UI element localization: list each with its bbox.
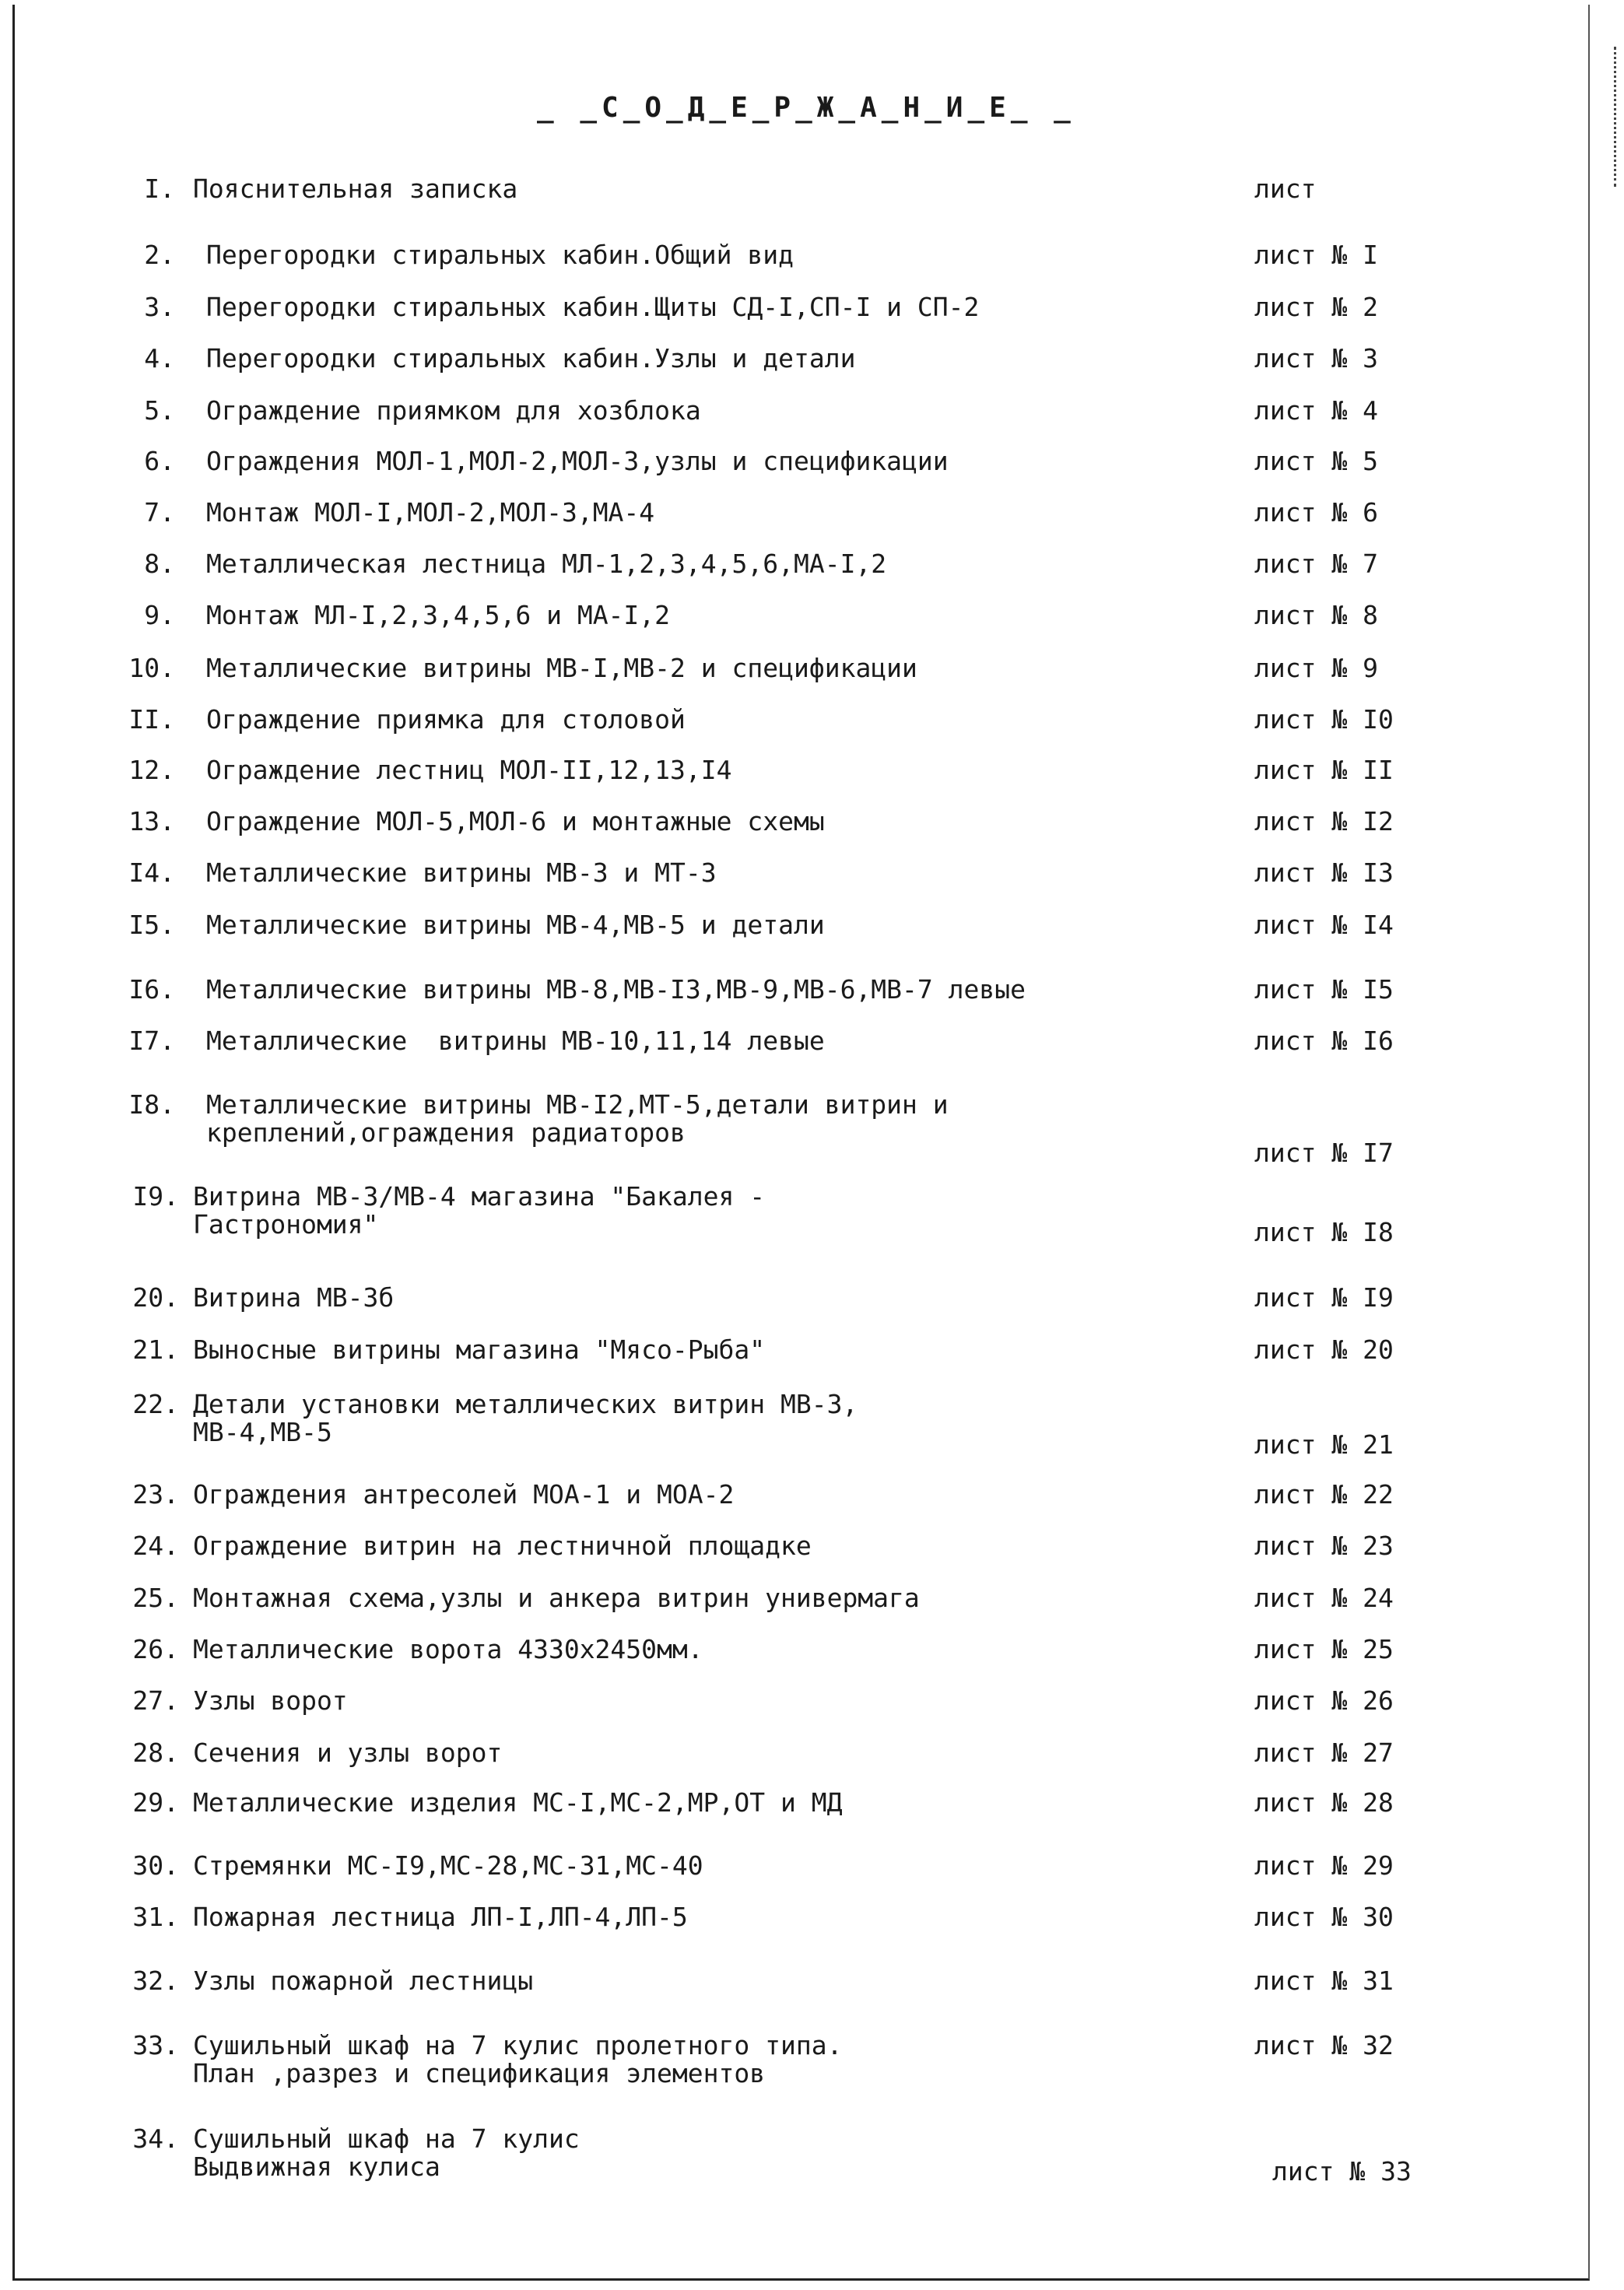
toc-item-number: 7. bbox=[144, 497, 175, 528]
toc-item-title: Перегородки стиральных кабин.Общий вид bbox=[206, 240, 794, 270]
toc-item-title: Ограждения МОЛ-1,МОЛ-2,МОЛ-3,узлы и спецификации bbox=[206, 446, 949, 476]
toc-item-title: Металлические витрины МВ-I,МВ-2 и спецификации bbox=[206, 653, 917, 683]
toc-item-sheet: лист № 20 bbox=[1254, 1334, 1394, 1365]
toc-item-sheet: лист № 2 bbox=[1254, 292, 1378, 322]
toc-item-sheet: лист № I7 bbox=[1254, 1138, 1394, 1168]
toc-item-title: Металлические витрины МВ-10,11,14 левые bbox=[206, 1026, 825, 1056]
toc-item-title: Металлическая лестница МЛ-1,2,3,4,5,6,МА-I,2 bbox=[206, 549, 887, 579]
toc-item-title: Ограждение витрин на лестничной площадке bbox=[193, 1531, 812, 1561]
toc-item-title: Ограждение МОЛ-5,МОЛ-6 и монтажные схемы bbox=[206, 806, 825, 836]
toc-item-sheet: лист № 4 bbox=[1254, 395, 1378, 426]
toc-item-number: 6. bbox=[144, 446, 175, 476]
toc-item-title: Перегородки стиральных кабин.Узлы и детали bbox=[206, 343, 856, 373]
toc-item-title: Сушильный шкаф на 7 кулис Выдвижная кулиса bbox=[193, 2123, 580, 2182]
toc-item-sheet: лист № 8 bbox=[1254, 600, 1378, 630]
toc-item-title: Металлические витрины МВ-I2,МТ-5,детали витрин и креплений,ограждения радиаторов bbox=[206, 1089, 949, 1148]
toc-item-title: Перегородки стиральных кабин.Щиты СД-I,СП-I и СП-2 bbox=[206, 292, 980, 322]
toc-item-title: Стремянки МС-I9,МС-28,МС-31,МС-40 bbox=[193, 1850, 703, 1881]
toc-item-number: 3. bbox=[144, 292, 175, 322]
toc-item-title: Ограждение лестниц МОЛ-II,12,13,I4 bbox=[206, 755, 732, 785]
toc-item-sheet: лист № I4 bbox=[1254, 910, 1394, 940]
toc-item-sheet: лист № 3 bbox=[1254, 343, 1378, 373]
toc-item-title: Витрина МВ-3/МВ-4 магазина "Бакалея - Гастрономия" bbox=[193, 1181, 766, 1240]
toc-item-title: Пояснительная записка bbox=[193, 174, 518, 204]
toc-item-number: 13. bbox=[128, 806, 175, 836]
toc-item-number: 9. bbox=[144, 600, 175, 630]
toc-item-number: 8. bbox=[144, 549, 175, 579]
toc-item-title: Узлы пожарной лестницы bbox=[193, 1966, 534, 1996]
toc-item-number: 31. bbox=[132, 1902, 179, 1932]
toc-item-title: Пожарная лестница ЛП-I,ЛП-4,ЛП-5 bbox=[193, 1902, 688, 1932]
toc-item-number: 12. bbox=[128, 755, 175, 785]
toc-item-number: 32. bbox=[132, 1966, 179, 1996]
toc-item-number: 33. bbox=[132, 2030, 179, 2060]
toc-item-title: Монтаж МЛ-I,2,3,4,5,6 и МА-I,2 bbox=[206, 600, 671, 630]
toc-item-sheet: лист № 22 bbox=[1254, 1479, 1394, 1510]
toc-item-title: Ограждение приямком для хозблока bbox=[206, 395, 701, 426]
toc-item-sheet: лист № 30 bbox=[1254, 1902, 1394, 1932]
toc-item-number: 22. bbox=[132, 1389, 179, 1419]
toc-item-sheet: лист № 7 bbox=[1254, 549, 1378, 579]
toc-item-sheet: лист № 27 bbox=[1254, 1738, 1394, 1768]
toc-item-title: Металлические ворота 4330х2450мм. bbox=[193, 1634, 703, 1664]
toc-item-sheet: лист № 5 bbox=[1254, 446, 1378, 476]
toc-item-title: Ограждение приямка для столовой bbox=[206, 704, 686, 735]
toc-item-sheet: лист № 21 bbox=[1254, 1429, 1394, 1460]
toc-item-sheet: лист bbox=[1254, 174, 1317, 204]
toc-item-sheet: лист № 26 bbox=[1254, 1685, 1394, 1716]
toc-item-title: Монтаж МОЛ-I,МОЛ-2,МОЛ-3,МА-4 bbox=[206, 497, 655, 528]
toc-item-number: II. bbox=[128, 704, 175, 735]
toc-item-number: 30. bbox=[132, 1850, 179, 1881]
toc-item-sheet: лист № 31 bbox=[1254, 1966, 1394, 1996]
toc-item-title: Витрина МВ-3б bbox=[193, 1282, 395, 1313]
toc-item-number: 24. bbox=[132, 1531, 179, 1561]
toc-item-title: Металлические витрины МВ-3 и МТ-3 bbox=[206, 857, 717, 888]
toc-item-sheet: лист № II bbox=[1254, 755, 1394, 785]
toc-item-number: 34. bbox=[132, 2123, 179, 2154]
toc-item-sheet: лист № 9 bbox=[1254, 653, 1378, 683]
page-title: _ _С_О_Д_Е_Р_Ж_А_Н_И_Е_ _ bbox=[537, 92, 1075, 124]
toc-item-sheet: лист № 33 bbox=[1272, 2156, 1412, 2187]
toc-item-title: Металлические витрины МВ-8,МВ-I3,МВ-9,МВ-6,МВ-7 левые bbox=[206, 974, 1026, 1005]
toc-item-sheet: лист № I8 bbox=[1254, 1217, 1394, 1247]
toc-item-sheet: лист № 23 bbox=[1254, 1531, 1394, 1561]
toc-item-sheet: лист № 29 bbox=[1254, 1850, 1394, 1881]
toc-item-number: 2. bbox=[144, 240, 175, 270]
toc-item-sheet: лист № I9 bbox=[1254, 1282, 1394, 1313]
toc-item-number: I9. bbox=[132, 1181, 179, 1212]
toc-item-title: Сечения и узлы ворот bbox=[193, 1738, 503, 1768]
toc-item-sheet: лист № 25 bbox=[1254, 1634, 1394, 1664]
toc-item-sheet: лист № I2 bbox=[1254, 806, 1394, 836]
toc-item-number: I8. bbox=[128, 1089, 175, 1120]
toc-item-number: I6. bbox=[128, 974, 175, 1005]
toc-item-number: 4. bbox=[144, 343, 175, 373]
toc-item-title: Монтажная схема,узлы и анкера витрин универмага bbox=[193, 1583, 920, 1613]
toc-item-sheet: лист № I3 bbox=[1254, 857, 1394, 888]
toc-item-number: 21. bbox=[132, 1334, 179, 1365]
toc-item-title: Металлические изделия МС-I,МС-2,МР,ОТ и МД bbox=[193, 1787, 843, 1818]
toc-item-sheet: лист № 32 bbox=[1254, 2030, 1394, 2060]
toc-item-number: 25. bbox=[132, 1583, 179, 1613]
toc-item-title: Детали установки металлических витрин МВ-3, МВ-4,МВ-5 bbox=[193, 1389, 858, 1447]
toc-item-sheet: лист № I6 bbox=[1254, 1026, 1394, 1056]
toc-item-number: I4. bbox=[128, 857, 175, 888]
toc-item-number: 10. bbox=[128, 653, 175, 683]
toc-item-title: Сушильный шкаф на 7 кулис пролетного типа. План ,разрез и спецификация элементов bbox=[193, 2030, 843, 2088]
toc-item-sheet: лист № I0 bbox=[1254, 704, 1394, 735]
toc-item-sheet: лист № I5 bbox=[1254, 974, 1394, 1005]
toc-item-title: Выносные витрины магазина "Мясо-Рыба" bbox=[193, 1334, 766, 1365]
toc-item-number: 29. bbox=[132, 1787, 179, 1818]
toc-item-number: I7. bbox=[128, 1026, 175, 1056]
toc-item-number: I5. bbox=[128, 910, 175, 940]
toc-item-number: 23. bbox=[132, 1479, 179, 1510]
toc-item-title: Ограждения антресолей МОА-1 и МОА-2 bbox=[193, 1479, 735, 1510]
toc-item-sheet: лист № 6 bbox=[1254, 497, 1378, 528]
toc-item-number: 20. bbox=[132, 1282, 179, 1313]
toc-item-number: I. bbox=[144, 174, 175, 204]
toc-item-number: 27. bbox=[132, 1685, 179, 1716]
toc-item-number: 5. bbox=[144, 395, 175, 426]
toc-item-sheet: лист № 28 bbox=[1254, 1787, 1394, 1818]
toc-item-number: 26. bbox=[132, 1634, 179, 1664]
edge-marks bbox=[1614, 47, 1619, 187]
toc-item-title: Металлические витрины МВ-4,МВ-5 и детали bbox=[206, 910, 825, 940]
toc-item-sheet: лист № 24 bbox=[1254, 1583, 1394, 1613]
toc-item-title: Узлы ворот bbox=[193, 1685, 348, 1716]
toc-item-number: 28. bbox=[132, 1738, 179, 1768]
toc-item-sheet: лист № I bbox=[1254, 240, 1378, 270]
